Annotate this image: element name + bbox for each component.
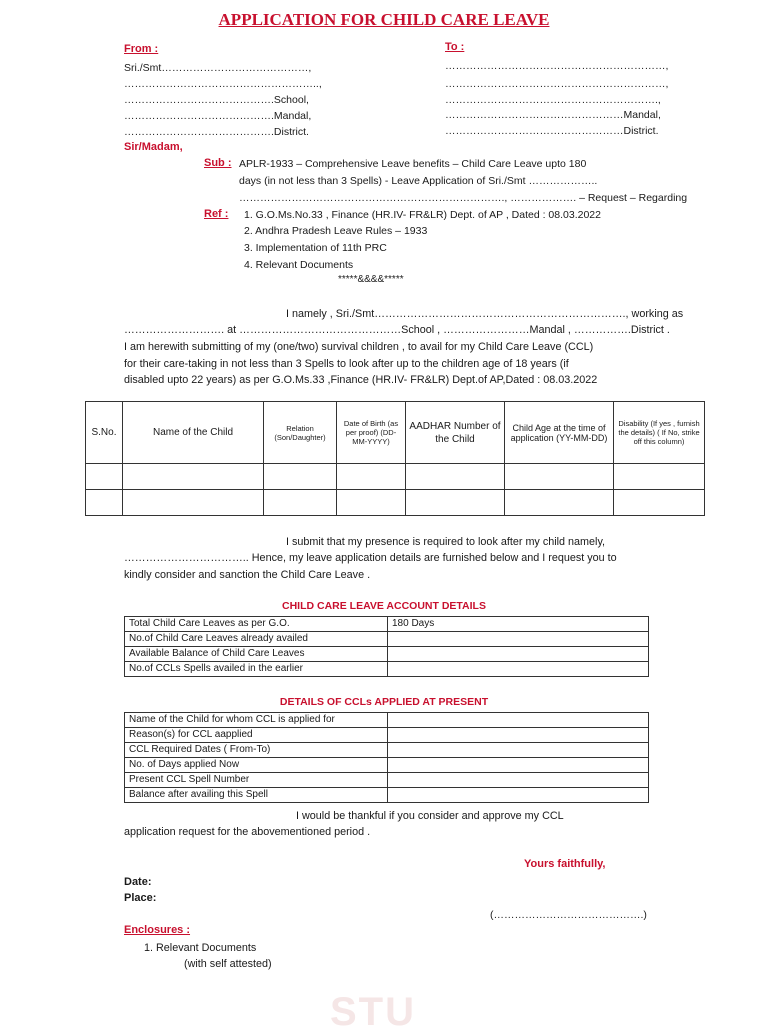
to-line-3: ……………………………………………………., <box>445 94 661 106</box>
ref-item-1: 1. G.O.Ms.No.33 , Finance (HR.IV- FR&LR) Dept. of AP , Dated : 08.03.2022 <box>244 209 601 221</box>
present-value[interactable] <box>388 773 649 788</box>
present-value[interactable] <box>388 713 649 728</box>
table-row <box>125 632 649 647</box>
date-label: Date: <box>124 876 152 888</box>
child-details-table <box>85 401 705 516</box>
account-label: No.of Child Care Leaves already availed <box>125 632 388 647</box>
from-line-4: …………………………………….Mandal, <box>124 110 312 122</box>
cell[interactable] <box>264 490 337 516</box>
separator: *****&&&&***** <box>338 274 404 285</box>
present-label: No. of Days applied Now <box>125 758 388 773</box>
table-row <box>125 728 649 743</box>
cell[interactable] <box>123 490 264 516</box>
col-child-name: Name of the Child <box>123 402 264 464</box>
present-heading: DETAILS OF CCLs APPLIED AT PRESENT <box>279 696 489 708</box>
present-value[interactable] <box>388 758 649 773</box>
cell[interactable] <box>505 464 614 490</box>
place-label: Place: <box>124 892 157 904</box>
cell[interactable] <box>614 464 705 490</box>
to-label: To : <box>445 41 465 53</box>
cell[interactable] <box>264 464 337 490</box>
to-line-4: ……………………………………………Mandal, <box>445 109 661 121</box>
salutation: Sir/Madam, <box>124 141 183 153</box>
cell[interactable] <box>337 490 406 516</box>
table-row <box>125 662 649 677</box>
body-line-2: ………………………. at ………………………………………School , ……………………Mandal , …………….District . <box>124 324 670 336</box>
table-row <box>125 713 649 728</box>
col-relation: Relation (Son/Daughter) <box>264 402 337 464</box>
ref-item-3: 3. Implementation of 11th PRC <box>244 242 387 254</box>
table-row <box>125 788 649 803</box>
account-label: Total Child Care Leaves as per G.O. <box>125 617 388 632</box>
from-label: From : <box>124 43 159 55</box>
present-value[interactable] <box>388 743 649 758</box>
cell[interactable] <box>86 490 123 516</box>
enclosures-label: Enclosures : <box>124 924 191 936</box>
submit-line-1: I submit that my presence is required to look after my child namely, <box>286 536 606 548</box>
account-table <box>124 616 649 677</box>
table-row <box>86 490 705 516</box>
cell[interactable] <box>406 490 505 516</box>
table-row <box>125 617 649 632</box>
account-value[interactable] <box>388 662 649 677</box>
closing: Yours faithfully, <box>524 858 606 870</box>
account-value[interactable] <box>388 647 649 662</box>
col-child-age: Child Age at the time of application (YY-MM-DD) <box>505 402 614 464</box>
cell[interactable] <box>86 464 123 490</box>
present-label: Reason(s) for CCL aapplied <box>125 728 388 743</box>
col-dob: Date of Birth (as per proof) (DD-MM-YYYY) <box>337 402 406 464</box>
page-title: APPLICATION FOR CHILD CARE LEAVE <box>218 10 550 29</box>
sub-line-1: APLR-1933 – Comprehensive Leave benefits – Child Care Leave upto 180 <box>239 158 587 170</box>
from-line-5: …………………………………….District. <box>124 126 309 138</box>
present-label: Name of the Child for whom CCL is applied for <box>125 713 388 728</box>
col-sno: S.No. <box>86 402 123 464</box>
thankful-line-1: I would be thankful if you consider and approve my CCL <box>296 810 564 822</box>
from-line-1: Sri./Smt……………………………………, <box>124 62 312 74</box>
ref-item-2: 2. Andhra Pradesh Leave Rules – 1933 <box>244 225 428 237</box>
to-line-1: ………………………………………………………, <box>445 60 669 72</box>
signature-line: (…………………………………….) <box>490 909 647 921</box>
table-row <box>86 464 705 490</box>
table-row <box>125 758 649 773</box>
sub-line-2: days (in not less than 3 Spells) - Leave Application of Sri./Smt ……………….. <box>239 175 598 187</box>
account-value[interactable]: 180 Days <box>388 617 649 632</box>
present-value[interactable] <box>388 788 649 803</box>
cell[interactable] <box>123 464 264 490</box>
table-row <box>125 773 649 788</box>
to-line-5: ……………………………………………District. <box>445 125 659 137</box>
ref-label: Ref : <box>204 208 229 220</box>
watermark-logo: STU <box>330 990 416 1034</box>
cell[interactable] <box>337 464 406 490</box>
enclosure-item-1-note: (with self attested) <box>184 958 272 970</box>
body-line-5: disabled upto 22 years) as per G.O.Ms.33 ,Finance (HR.IV- FR&LR) Dept.of AP,Dated : 08.03.2022 <box>124 374 598 386</box>
submit-line-2: …………………………….. Hence, my leave application details are furnished below and I request you to <box>124 552 617 564</box>
account-label: Available Balance of Child Care Leaves <box>125 647 388 662</box>
thankful-line-2: application request for the abovementioned period . <box>124 826 371 838</box>
table-row <box>125 647 649 662</box>
body-line-3: I am herewith submitting of my (one/two) survival children , to avail for my Child Care Leave (CCL) <box>124 341 594 353</box>
account-value[interactable] <box>388 632 649 647</box>
cell[interactable] <box>406 464 505 490</box>
from-line-3: …………………………………….School, <box>124 94 309 106</box>
to-line-2: ………………………………………………………, <box>445 78 669 90</box>
col-aadhar: AADHAR Number of the Child <box>406 402 505 464</box>
present-value[interactable] <box>388 728 649 743</box>
from-line-2: ……………………………………………….., <box>124 78 322 90</box>
body-line-4: for their care-taking in not less than 3 Spells to look after up to the children age of 18 years (if <box>124 358 569 370</box>
present-table <box>124 712 649 803</box>
account-heading: CHILD CARE LEAVE ACCOUNT DETAILS <box>282 600 486 612</box>
cell[interactable] <box>614 490 705 516</box>
col-disability: Disability (If yes , furnish the details) ( If No, strike off this column) <box>614 402 705 464</box>
cell[interactable] <box>505 490 614 516</box>
sub-label: Sub : <box>204 157 232 169</box>
ref-item-4: 4. Relevant Documents <box>244 259 354 271</box>
present-label: Present CCL Spell Number <box>125 773 388 788</box>
table-row <box>125 743 649 758</box>
present-label: Balance after availing this Spell <box>125 788 388 803</box>
present-label: CCL Required Dates ( From-To) <box>125 743 388 758</box>
enclosure-item-1: 1. Relevant Documents <box>144 942 257 954</box>
account-label: No.of CCLs Spells availed in the earlier <box>125 662 388 677</box>
submit-line-3: kindly consider and sanction the Child Care Leave . <box>124 569 371 581</box>
sub-line-3: …………………………………………………………………., ………………. – Request – Regarding <box>239 192 688 204</box>
body-line-1: I namely , Sri./Smt……………………………………………………………., working as <box>286 308 684 320</box>
